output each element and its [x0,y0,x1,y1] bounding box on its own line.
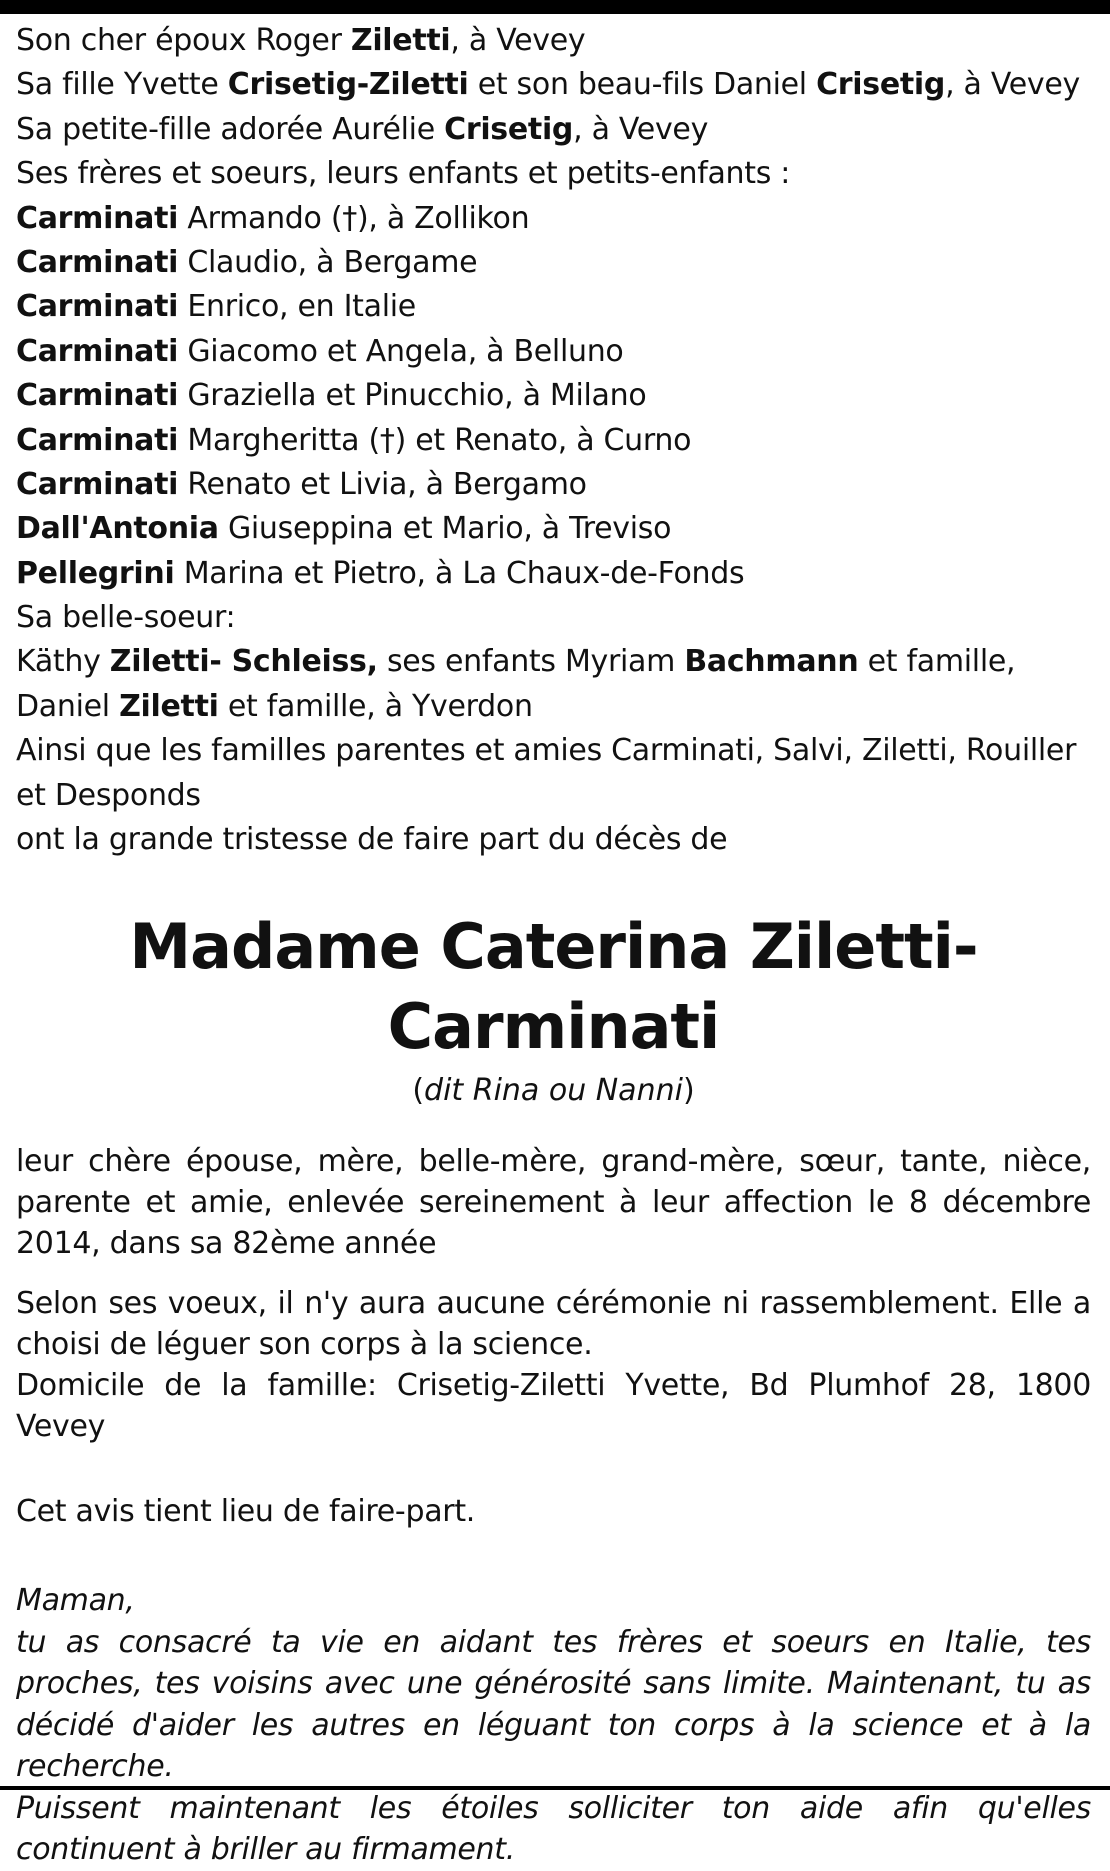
family-line: Sa fille Yvette Crisetig-Ziletti et son beau-fils Daniel Crisetig, à Vevey [16,67,1080,103]
family-line: Dall'Antonia Giuseppina et Mario, à Treviso [16,511,672,547]
family-line: Sa belle-soeur: [16,600,236,636]
nickname: (dit Rina ou Nanni) [412,1073,695,1109]
poem-line: décidé d'aider les autres en léguant ton corps à la science et à la [16,1707,1091,1743]
family-line: Carminati Graziella et Pinucchio, à Milano [16,378,647,414]
family-line: Carminati Giacomo et Angela, à Belluno [16,333,624,369]
family-line: Ainsi que les familles parentes et amies Carminati, Salvi, Ziletti, Rouiller [16,733,1077,769]
family-line: Carminati Claudio, à Bergame [16,244,478,280]
poem-line: recherche. [16,1749,174,1785]
family-line: Carminati Armando (†), à Zollikon [16,200,530,236]
tribute-paragraph [16,1141,1091,1264]
family-line: Ses frères et soeurs, leurs enfants et petits-enfants : [16,156,791,192]
wishes-line: choisi de léguer son corps à la science. [16,1327,593,1363]
poem-line: continuent à briller au firmament. [16,1832,515,1868]
poem-line: tu as consacré ta vie en aidant tes frères et soeurs en Italie, tes [16,1624,1091,1660]
tribute-line: parente et amie, enlevée sereinement à leur affection le 8 décembre [16,1185,1091,1221]
family-line: Son cher époux Roger Ziletti, à Vevey [16,23,586,58]
family-line: Carminati Margheritta (†) et Renato, à Curno [16,422,692,458]
family-address: Domicile de la famille: Crisetig-Ziletti Yvette, Bd Plumhof 28, 1800 Vevey [16,1368,1091,1445]
poem-line: proches, tes voisins avec une générosité sans limite. Maintenant, tu as [16,1666,1091,1702]
tribute-poem [16,1580,1091,1871]
family-line: Pellegrini Marina et Pietro, à La Chaux-de-Fonds [16,555,745,591]
notice-text: Cet avis tient lieu de faire-part. [16,1494,476,1530]
bottom-rule [0,1786,1110,1790]
tribute-line: 2014, dans sa 82ème année [16,1226,437,1262]
family-line: Carminati Enrico, en Italie [16,289,416,325]
family-line: ont la grande tristesse de faire part du décès de [16,822,728,858]
family-line: Carminati Renato et Livia, à Bergamo [16,466,587,502]
deceased-name: Madame Caterina Ziletti-Carminati [129,910,978,1064]
family-line: Daniel Ziletti et famille, à Yverdon [16,688,533,724]
family-line: Sa petite-fille adorée Aurélie Crisetig, à Vevey [16,111,709,147]
family-list [16,19,1091,862]
wishes-line: Selon ses voeux, il n'y aura aucune cérémonie ni rassemblement. Elle a [16,1286,1091,1322]
tribute-line: leur chère épouse, mère, belle-mère, grand-mère, sœur, tante, nièce, [16,1144,1091,1180]
top-rule [0,0,1110,14]
family-line: et Desponds [16,777,201,813]
wishes-paragraph [16,1283,1091,1447]
poem-line: Maman, [16,1583,135,1619]
family-line: Käthy Ziletti- Schleiss, ses enfants Myriam Bachmann et famille, [16,644,1016,680]
poem-line: Puissent maintenant les étoiles solliciter ton aide afin qu'elles [16,1790,1091,1826]
obituary-notice [16,19,1091,1871]
